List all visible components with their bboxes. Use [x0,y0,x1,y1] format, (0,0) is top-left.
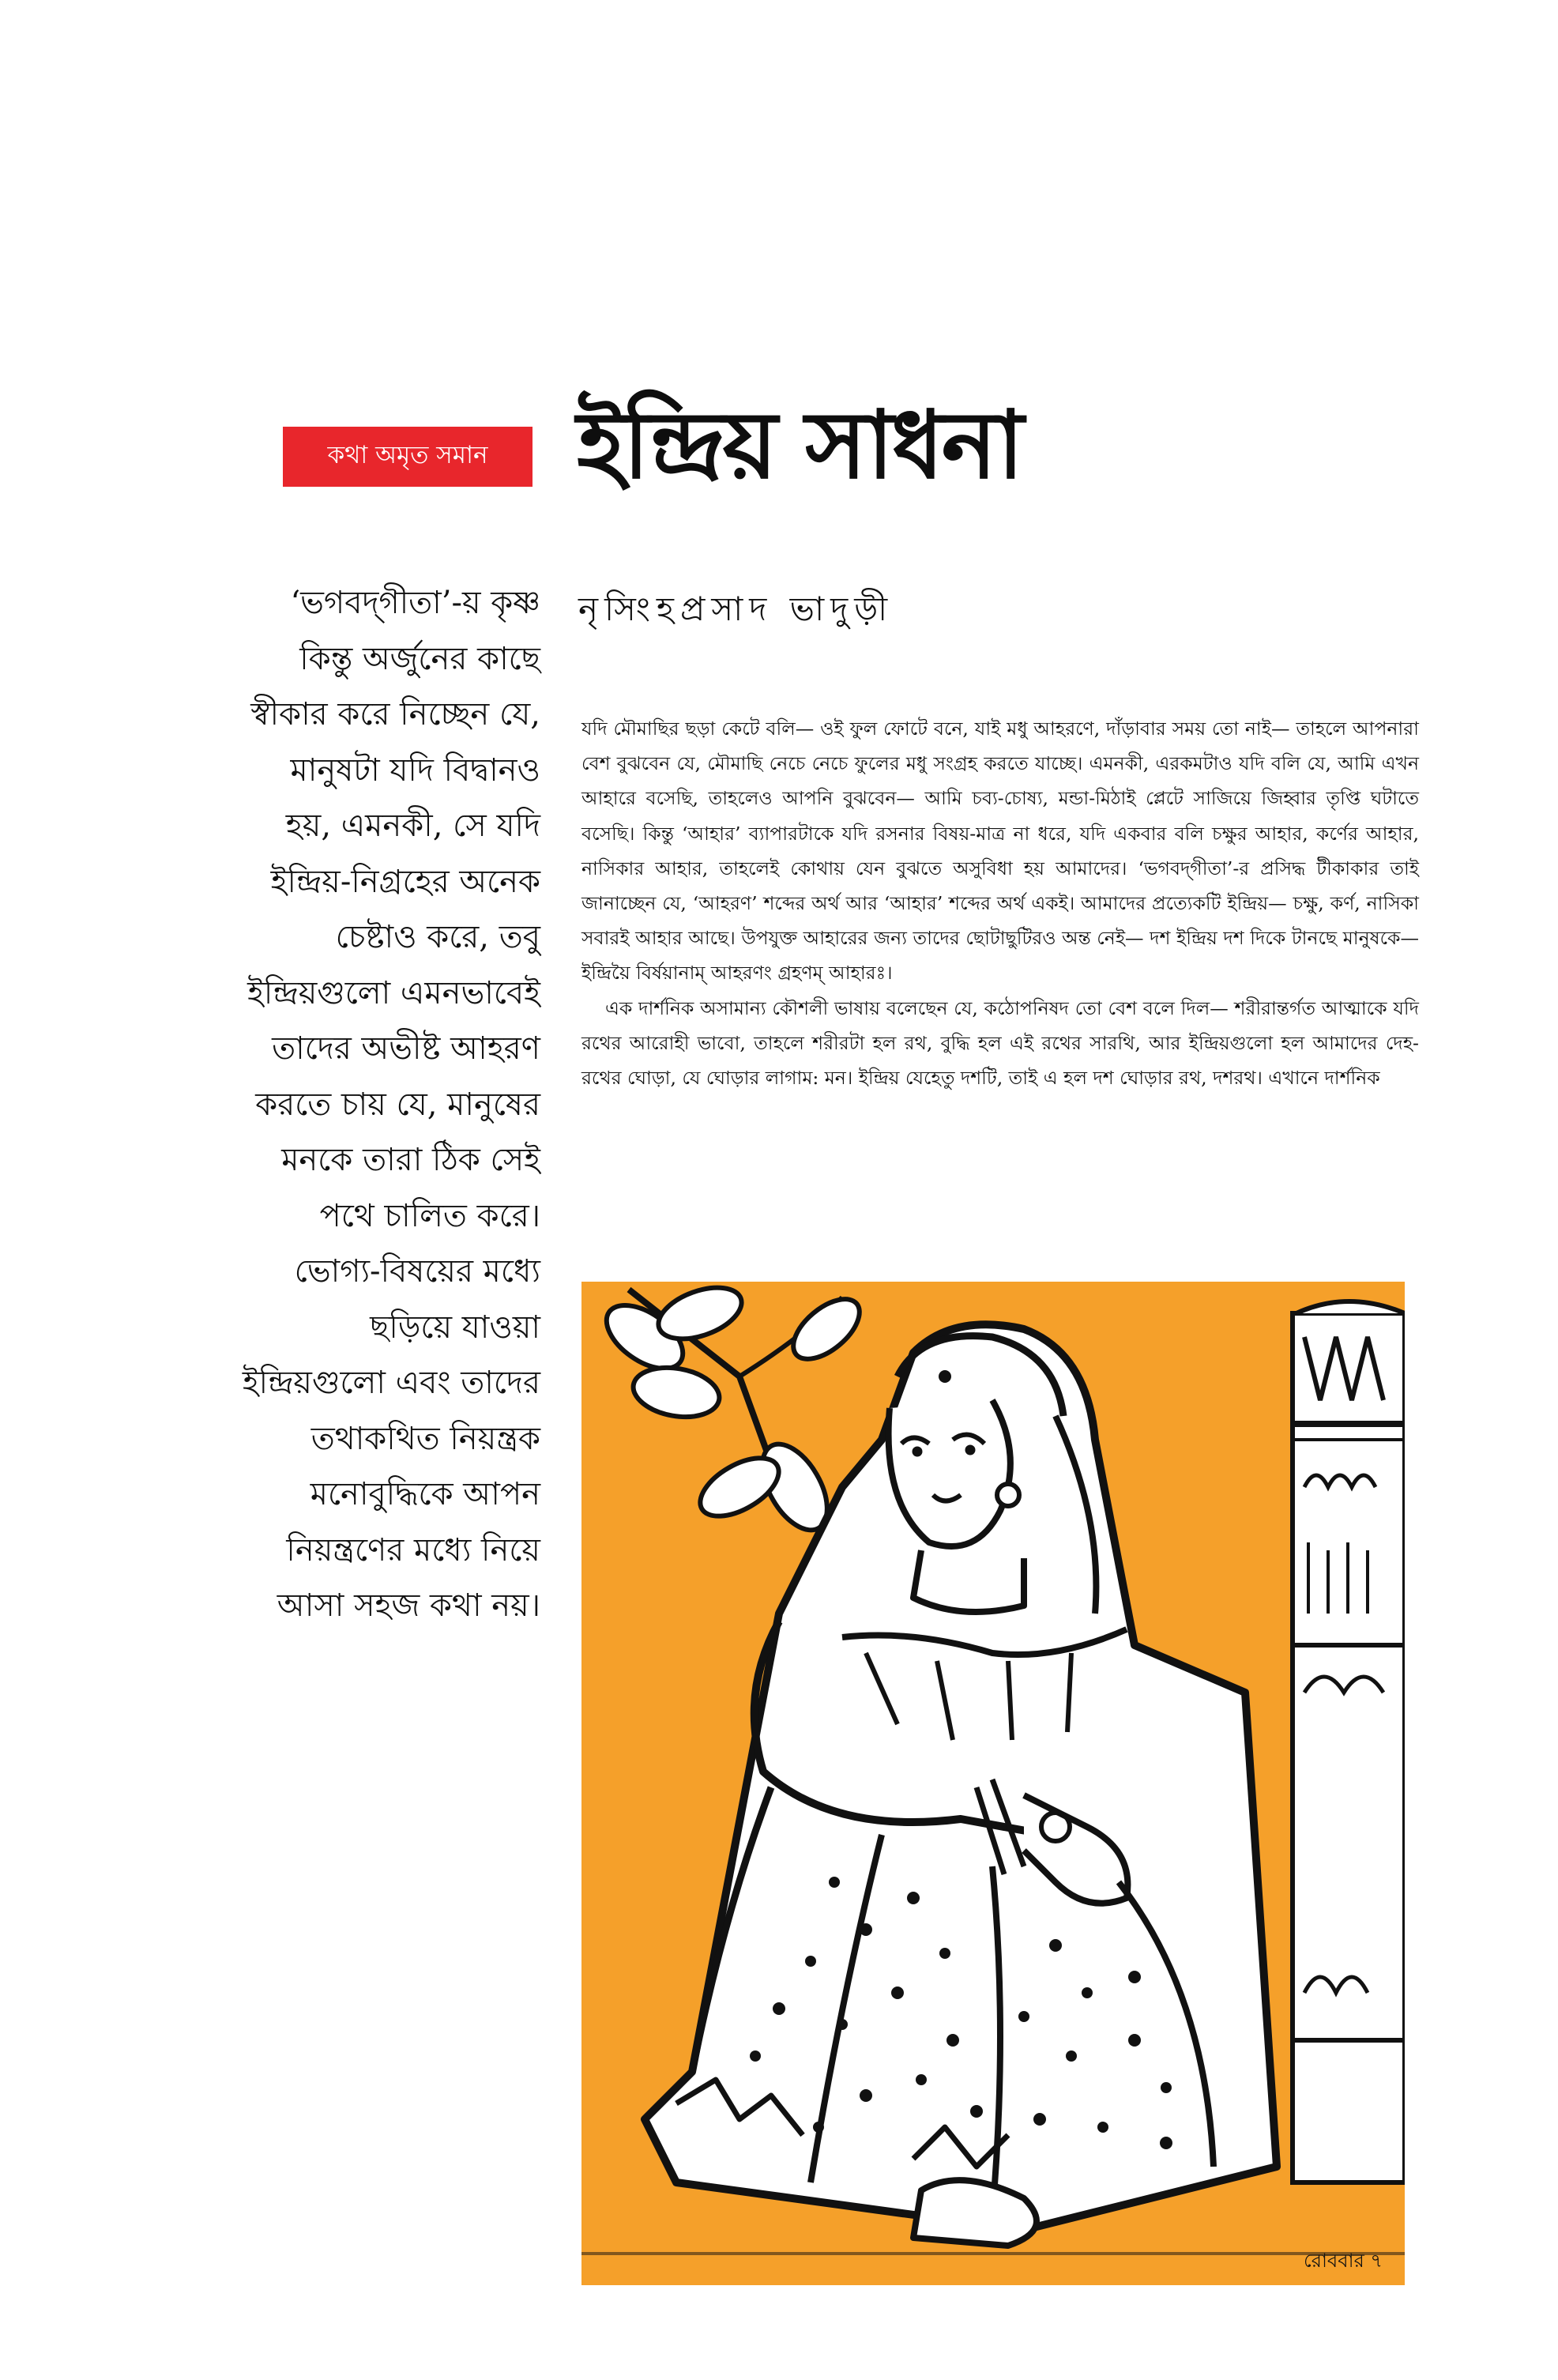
pull-quote-line: চেষ্টাও করে, তবু [335,919,540,955]
pull-quote [119,575,540,1634]
pull-quote-line: কিন্তু অর্জুনের কাছে [299,640,540,677]
pull-quote-line: হয়, এমনকী, সে যদি [285,808,540,844]
pull-quote-line: পথে চালিত করে। [319,1197,540,1234]
pull-quote-line: ইন্দ্রিয়-নিগ্রহের অনেক [270,863,540,900]
pull-quote-line: ভোগ্য-বিষয়ের মধ্যে [294,1253,540,1290]
pull-quote-line: মানুষটা যদি বিদ্বানও [290,751,540,789]
pull-quote-line: ইন্দ্রিয়গুলো এমনভাবেই [247,974,540,1011]
pull-quote-line: তাদের অভীষ্ট আহরণ [272,1030,540,1067]
woman-illustration [581,1282,1405,2285]
pull-quote-line: ইন্দ্রিয়গুলো এবং তাদের [242,1365,540,1401]
pull-quote-line: মনকে তারা ঠিক সেই [281,1142,540,1178]
author-byline: নৃসিংহপ্রসাদ ভাদুড়ী [578,589,894,628]
pull-quote-line: নিয়ন্ত্রণের মধ্যে নিয়ে [286,1531,540,1568]
article-title: ইন্দ্রিয় সাধনা [577,390,1022,499]
pull-quote-line: স্বীকার করে নিচ্ছেন যে, [250,696,540,732]
pull-quote-line: আসা সহজ কথা নয়। [277,1587,540,1624]
pull-quote-line: মনোবুদ্ধিকে আপন [310,1476,540,1512]
body-paragraph: যদি মৌমাছির ছড়া কেটে বলি— ওই ফুল ফোটে বনে, যাই মধু আহরণে, দাঁড়াবার সময় তো নাই— তাহলে আপনারা বেশ বুঝবেন যে, মৌমাছি নেচে নেচে ফুলের মধু সংগ্রহ করতে যাচ্ছে। এমনকী, এরকমটাও যদি বলি যে, আমি এখন আহারে বসেছি, তাহলেও আপনি বুঝবেন— আমি চব্য-চোষ্য, মন্ডা-মিঠাই প্লেটে সাজিয়ে জিহ্বার তৃপ্তি ঘটাতে বসেছি। কিন্তু ‘আহার’ ব্যাপারটাকে যদি রসনার বিষয়-মাত্র না ধরে, যদি একবার বলি চক্ষুর আহার, কর্ণের আহার, নাসিকার আহার, তাহলেই কোথায় যেন বুঝতে অসুবিধা হয় আমাদের। ‘ভগবদ্‌গীতা’-র প্রসিদ্ধ টীকাকার তাই জানাচ্ছেন যে, ‘আহরণ’ শব্দের অর্থ আর ‘আহার’ শব্দের অর্থ একই। আমাদের প্রত্যেকটি ইন্দ্রিয়— চক্ষু, কর্ণ, নাসিকা সবারই আহার আছে। উপযুক্ত আহারের জন্য তাদের ছোটাছুটিরও অন্ত নেই— দশ ইন্দ্রিয় দশ দিকে টানছে মানুষকে— ইন্দ্রিয়ৈ বির্ষয়ানাম্‌ আহরণং গ্রহণম্‌ আহারঃ। [581,717,1419,985]
pillar-icon [1293,1301,1405,2182]
article-body [581,711,1419,1095]
section-tag: কথা অমৃত সমান [283,427,533,487]
pull-quote-line: করতে চায় যে, মানুষের [255,1086,540,1123]
page-folio: রোববার ৭ [1304,2250,1383,2272]
pull-quote-line: তথাকথিত নিয়ন্ত্রক [310,1420,540,1457]
body-paragraph: এক দার্শনিক অসামান্য কৌশলী ভাষায় বলেছেন যে, কঠোপনিষদ তো বেশ বলে দিল— শরীরান্তর্গত আত্মাকে যদি রথের আরোহী ভাবো, তাহলে শরীরটা হল রথ, বুদ্ধি হল এই রথের সারথি, আর ইন্দ্রিয়গুলো হল আমাদের দেহ-রথের ঘোড়া, যে ঘোড়ার লাগাম: মন। ইন্দ্রিয় যেহেতু দশটি, তাই এ হল দশ ঘোড়ার রথ, দশরথ। এখানে দার্শনিক [581,996,1419,1090]
pull-quote-line: ‘ভগবদ্‌গীতা’-য় কৃষ্ণ [290,585,540,621]
pull-quote-line: ছড়িয়ে যাওয়া [370,1309,540,1346]
